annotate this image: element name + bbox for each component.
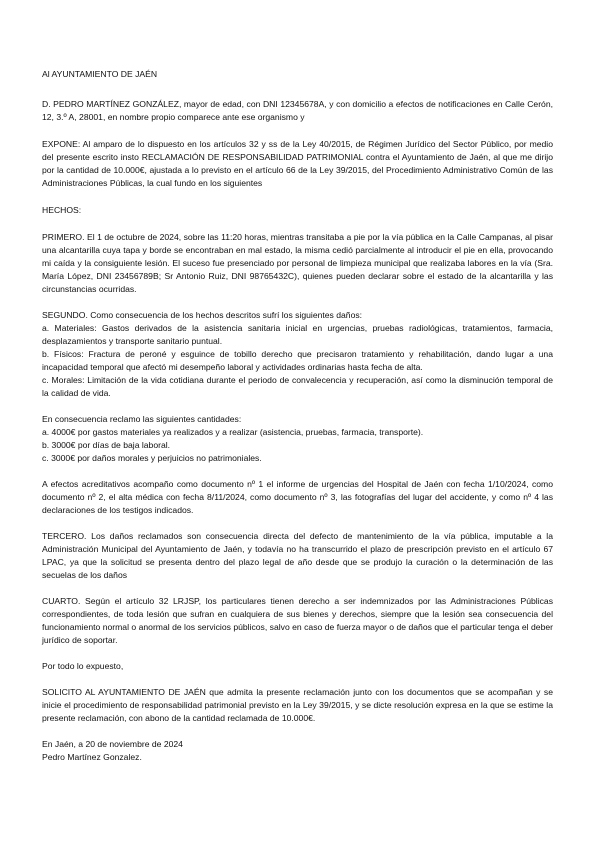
solicito-paragraph: SOLICITO AL AYUNTAMIENTO DE JAÉN que admita la presente reclamación junto con los documentos que se acompañan y se inicie el procedimiento de responsabilidad patrimonial previsto en la Ley 39/2015, y se dicte resolución expresa en la que se estime la presente reclamación, con abono de la cantidad reclamada de 10.000€.	[42, 687, 553, 723]
por-todo-line: Por todo lo expuesto,	[42, 661, 124, 671]
cuarto-paragraph: CUARTO. Según el artículo 32 LRJSP, los particulares tienen derecho a ser indemnizados por las Administraciones Públicas correspondientes, de toda lesión que sufran en cualquiera de sus bienes y derechos, siempre que la lesión sea consecuencia del funcionamiento normal o anormal de los servicios públicos, salvo en caso de fuerza mayor o de daños que el particular tenga el deber jurídico de soportar.	[42, 596, 553, 645]
amount-item-baja: b. 3000€ por días de baja laboral.	[42, 440, 171, 450]
amount-item-morales: c. 3000€ por daños morales y perjuicios no patrimoniales.	[42, 453, 262, 463]
primero-paragraph: PRIMERO. El 1 de octubre de 2024, sobre las 11:20 horas, mientras transitaba a pie por la vía pública en la Calle Campanas, al pisar una alcantarilla cuya tapa y borde se encontraban en mal estado, la misma cedió parcialmente al introducir el pie en ella, provocando mi caída y la consiguiente lesión. El suceso fue presenciado por personal de limpieza municipal que realizaba labores en la vía (Sra. María López, DNI 23456789B; Sr Antonio Ruiz, DNI 98765432C), quienes pueden declarar sobre el estado de la alcantarilla y las circunstancias ocurridas.	[42, 232, 553, 294]
tercero-paragraph: TERCERO. Los daños reclamados son consecuencia directa del defecto de mantenimiento de la vía pública, imputable a la Administración Municipal del Ayuntamiento de Jaén, y todavía no ha transcurrido el plazo de prescripción previsto en el artículo 67 LPAC, ya que la solicitud se presenta dentro del plazo legal de año desde que se produjo la curación o la determinación de las secuelas de los daños	[42, 531, 553, 580]
acreditativos-paragraph: A efectos acreditativos acompaño como documento nº 1 el informe de urgencias del Hospital de Jaén con fecha 1/10/2024, como documento nº 2, el alta médica con fecha 8/11/2024, como documento nº 3, las fotografías del lugar del accidente, y como nº 4 las declaraciones de los testigos indicados.	[42, 479, 553, 515]
signer-name: Pedro Martínez Gonzalez.	[42, 752, 142, 762]
damage-item-morales: c. Morales: Limitación de la vida cotidiana durante el periodo de convalecencia y recuperación, así como la disminución temporal de la calidad de vida.	[42, 375, 553, 398]
damage-item-fisicos: b. Físicos: Fractura de peroné y esguince de tobillo derecho que precisaron tratamiento y rehabilitación, dando lugar a una incapacidad temporal que afectó mi desempeño laboral y actividades ordinarias hasta fecha de alta.	[42, 349, 553, 372]
intro-paragraph: D. PEDRO MARTÍNEZ GONZÁLEZ, mayor de edad, con DNI 12345678A, y con domicilio a efectos de notificaciones en Calle Cerón, 12, 3.º A, 28001, en nombre propio comparece ante ese organismo y	[42, 99, 553, 122]
hechos-heading: HECHOS:	[42, 205, 82, 215]
amount-item-materiales: a. 4000€ por gastos materiales ya realizados y a realizar (asistencia, pruebas, farmacia, transporte).	[42, 427, 424, 437]
expone-paragraph: EXPONE: Al amparo de lo dispuesto en los artículos 32 y ss de la Ley 40/2015, de Régimen Jurídico del Sector Público, por medio del presente escrito insto RECLAMACIÓN DE RESPONSABILIDAD PATRIMONIAL contra el Ayuntamiento de Jaén, al que me dirijo por la cantidad de 10.000€, ajustada a lo previsto en el artículo 66 de la Ley 39/2015, del Procedimiento Administrativo Común de las Administraciones Públicas, la cual fundo en los siguientes	[42, 139, 553, 188]
place-date: En Jaén, a 20 de noviembre de 2024	[42, 739, 183, 749]
cantidades-intro: En consecuencia reclamo las siguientes cantidades:	[42, 414, 242, 424]
addressee: Al AYUNTAMIENTO DE JAÉN	[42, 69, 158, 79]
damage-item-materiales: a. Materiales: Gastos derivados de la asistencia sanitaria inicial en urgencias, pruebas radiológicas, tratamientos, farmacia, desplazamientos y transporte sanitario puntual.	[42, 323, 553, 346]
segundo-intro: SEGUNDO. Como consecuencia de los hechos descritos sufrí los siguientes daños:	[42, 310, 363, 320]
